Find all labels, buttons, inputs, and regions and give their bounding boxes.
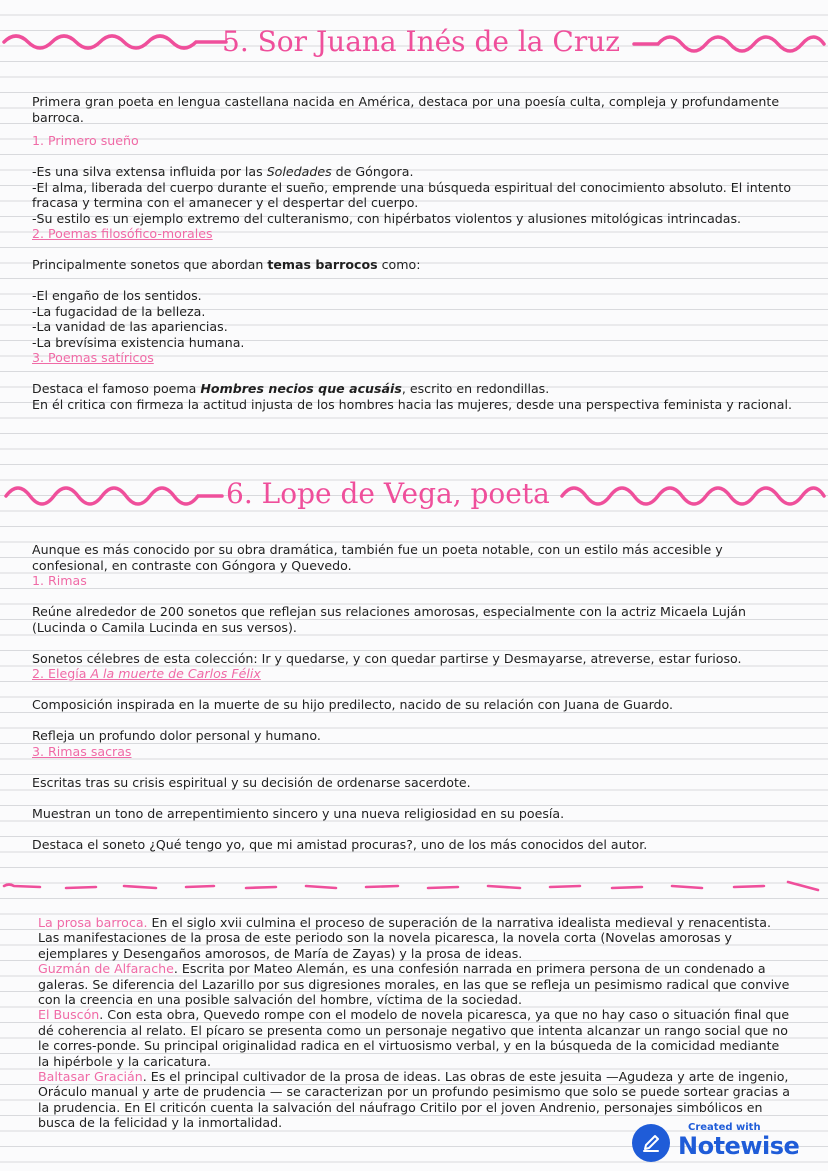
prose-paragraph: La prosa barroca. En el siglo xvii culmina el proceso de superación de la narrativa idealista medieval y renacentista. Las manifestaciones de la prosa de este periodo son la novela picaresca, la novela corta (Novelas amorosas y ejemplares y Desengaños amorosos, de María de Zayas) y la prosa de ideas. xyxy=(38,915,771,961)
text-line: Escritas tras su crisis espiritual y su decisión de ordenarse sacerdote. xyxy=(32,774,471,790)
squiggle-right-2 xyxy=(558,474,828,518)
text-line: -Es una silva extensa influida por las Soledades de Góngora. xyxy=(32,164,414,179)
text-line: Destaca el soneto ¿Qué tengo yo, que mi amistad procuras?, uno de los más conocidos del autor. xyxy=(32,836,648,852)
watermark-small-text: Created with xyxy=(688,1122,761,1133)
work-title: Soledades xyxy=(266,164,332,179)
text-line: Refleja un profundo dolor personal y humano. xyxy=(32,728,321,743)
section-heading-row-1 xyxy=(0,22,828,66)
subheading-primero-sueno: 1. Primero sueño xyxy=(32,133,139,148)
list-item: -El engaño de los sentidos. xyxy=(32,288,202,303)
subheading-rimas: 1. Rimas xyxy=(32,573,87,588)
prose-section xyxy=(38,915,794,1131)
squiggle-left-1 xyxy=(0,22,230,66)
section-2-body xyxy=(32,542,800,852)
section-title-lope-de-vega: 6. Lope de Vega, poeta xyxy=(226,477,550,510)
text-line: Muestran un tono de arrepentimiento sincero y una nueva religiosidad en su poesía. xyxy=(32,805,565,821)
list-item: -La vanidad de las apariencias. xyxy=(32,319,228,334)
term-el-buscon: El Buscón xyxy=(38,1007,100,1023)
squiggle-right-1 xyxy=(628,22,828,66)
prose-paragraph: Guzmán de Alfarache. Escrita por Mateo Alemán, es una confesión narrada en primera persona de un condenado a galeras. Se diferencia del Lazarillo por sus digresiones morales, en las que se refleja un pesimismo radical que convive con la creencia en una posible salvación del hombre, víctima de la sociedad. xyxy=(38,961,790,1008)
term-baltasar-gracian: Baltasar Gracián xyxy=(38,1069,143,1085)
subheading-rimas-sacras: 3. Rimas sacras xyxy=(32,743,132,759)
intro-paragraph: Aunque es más conocido por su obra dramática, también fue un poeta notable, con un estilo más accesible y confesional, en contraste con Góngora y Quevedo. xyxy=(32,542,723,573)
term-guzman-de-alfarache: Guzmán de Alfarache xyxy=(38,961,174,977)
text-line: Reúne alrededor de 200 sonetos que reflejan sus relaciones amorosas, especialmente con la actriz Micaela Luján (Lucinda o Camila Lucinda en sus versos). xyxy=(32,604,746,635)
text-line: En él critica con firmeza la actitud injusta de los hombres hacia las mujeres, desde una perspectiva feminista y racional. xyxy=(32,396,792,412)
text-line: -Su estilo es un ejemplo extremo del culteranismo, con hipérbatos violentos y alusiones mitológicas intrincadas. xyxy=(32,210,742,226)
poem-title: Hombres necios que acusáis xyxy=(200,381,402,396)
notewise-watermark xyxy=(632,1120,822,1164)
text-line: Composición inspirada en la muerte de su hijo predilecto, nacido de su relación con Juana de Guardo. xyxy=(32,697,674,712)
section-title-sor-juana: 5. Sor Juana Inés de la Cruz xyxy=(222,25,620,58)
subheading-poemas-satiricos: 3. Poemas satíricos xyxy=(32,350,154,365)
term-prosa-barroca: La prosa barroca. xyxy=(38,915,148,930)
text-line: Destaca el famoso poema Hombres necios que acusáis, escrito en redondillas. xyxy=(32,381,550,396)
bold-term: temas barrocos xyxy=(267,257,378,272)
prose-paragraph: El Buscón. Con esta obra, Quevedo rompe con el modelo de novela picaresca, ya que no hay caso o situación final que dé coherencia al relato. El pícaro se presenta como un personaje negativo que intenta alcanzar un rango social que no le corres-ponde. Su principal originalidad radica en el virtuosismo verbal, y en la búsqueda de la comicidad mediante la hipérbole y la caricatura. xyxy=(38,1007,790,1069)
intro-paragraph: Primera gran poeta en lengua castellana nacida en América, destaca por una poesía culta, compleja y profundamente barroca. xyxy=(32,94,780,125)
squiggle-left-2 xyxy=(0,474,226,518)
watermark-brand: Notewise xyxy=(678,1132,800,1160)
dashed-divider xyxy=(0,872,828,902)
prose-paragraph: Baltasar Gracián. Es el principal cultivador de la prosa de ideas. Las obras de este jesuita —Agudeza y arte de ingenio, Oráculo manual y arte de prudencia — se caracterizan por un profundo pesimismo que solo se puede sortear gracias a la prudencia. En El criticón cuenta la salvación del náufrago Critilo por el joven Andrenio, personajes simbólicos en busca de la felicidad y la inmortalidad. xyxy=(38,1069,790,1131)
section-1-body xyxy=(32,94,800,412)
section-heading-row-2 xyxy=(0,474,828,518)
pencil-icon xyxy=(632,1124,670,1162)
text-line: Sonetos célebres de esta colección: Ir y quedarse, y con quedar partirse y Desmayarse, atreverse, estar furioso. xyxy=(32,650,742,666)
text-line: Principalmente sonetos que abordan temas barrocos como: xyxy=(32,257,421,272)
subheading-poemas-filosofico-morales: 2. Poemas filosófico-morales xyxy=(32,226,213,241)
list-item: -La brevísima existencia humana. xyxy=(32,334,245,350)
list-item: -La fugacidad de la belleza. xyxy=(32,303,206,319)
subheading-elegia: 2. Elegía A la muerte de Carlos Félix xyxy=(32,666,261,681)
text-line: -El alma, liberada del cuerpo durante el sueño, emprende una búsqueda espiritual del conocimiento absoluto. El intento fracasa y termina con el amanecer y el despertar del cuerpo. xyxy=(32,179,792,210)
